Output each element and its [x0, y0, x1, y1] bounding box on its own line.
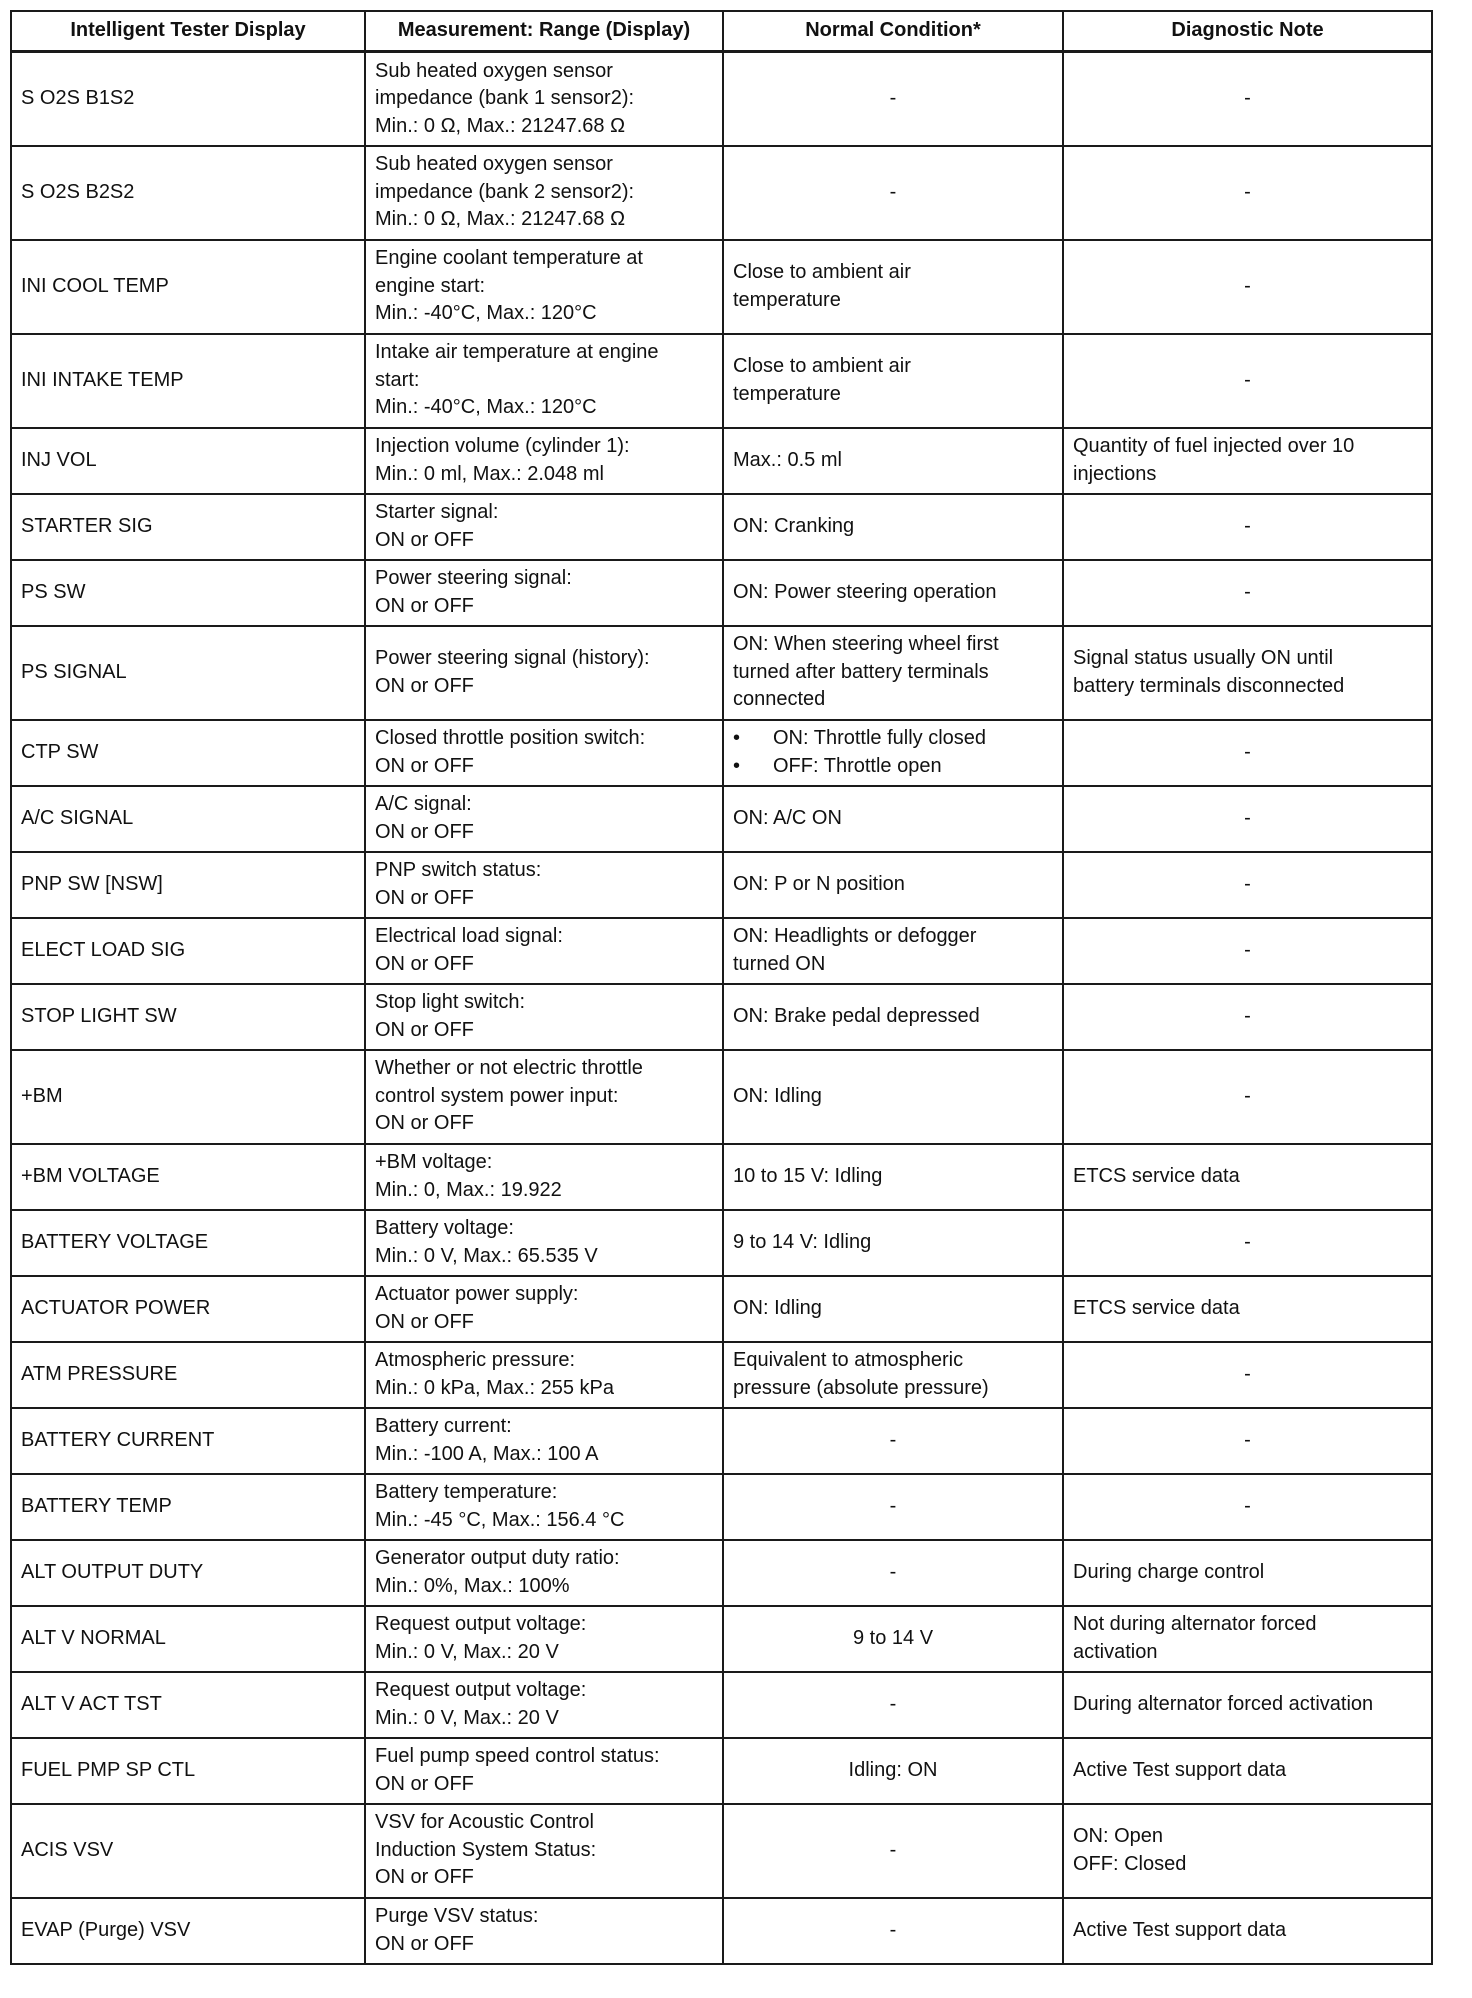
cell-tester-display: ACIS VSV — [11, 1804, 365, 1898]
cell-measurement-range — [365, 984, 723, 1050]
cell-measurement-range — [365, 918, 723, 984]
cell-measurement-range — [365, 52, 723, 146]
cell-diagnostic-note: - — [1063, 720, 1432, 786]
cell-tester-display: FUEL PMP SP CTL — [11, 1738, 365, 1804]
cell-measurement-range — [365, 240, 723, 334]
table-body — [11, 52, 1432, 1964]
table-row — [11, 1276, 1432, 1342]
range-line: Starter signal: — [375, 501, 499, 523]
range-line: Whether or not electric throttle — [375, 1057, 643, 1080]
bullet-icon: • — [733, 727, 741, 749]
range-line: Min.: 0 V, Max.: 65.535 V — [375, 1244, 598, 1267]
range-line: Atmospheric pressure: — [375, 1349, 576, 1371]
range-line: Battery temperature: — [375, 1481, 558, 1503]
note-line: Not during alternator forced — [1073, 1613, 1317, 1635]
table-row — [11, 786, 1432, 852]
table-row — [11, 1408, 1432, 1474]
range-line: Min.: -45 °C, Max.: 156.4 °C — [375, 1508, 625, 1531]
normal-line: connected — [733, 688, 826, 711]
range-line: Min.: -40°C, Max.: 120°C — [375, 396, 597, 419]
range-line: impedance (bank 2 sensor2): — [375, 180, 635, 203]
normal-line: ON: When steering wheel first — [733, 633, 999, 656]
cell-diagnostic-note — [1063, 626, 1432, 720]
cell-normal-condition — [723, 240, 1063, 334]
note-line: ON: Open — [1073, 1825, 1164, 1847]
range-line: Min.: 0 V, Max.: 20 V — [375, 1706, 559, 1729]
range-line: Closed throttle position switch: — [375, 727, 646, 749]
table-row — [11, 240, 1432, 334]
header-intelligent-tester-display: Intelligent Tester Display — [11, 11, 365, 52]
note-line: battery terminals disconnected — [1073, 674, 1345, 697]
cell-tester-display: BATTERY TEMP — [11, 1474, 365, 1540]
cell-tester-display: EVAP (Purge) VSV — [11, 1898, 365, 1964]
range-line: PNP switch status: — [375, 859, 542, 881]
cell-measurement-range — [365, 1474, 723, 1540]
table-row — [11, 918, 1432, 984]
cell-diagnostic-note: - — [1063, 852, 1432, 918]
header-measurement-range: Measurement: Range (Display) — [365, 11, 723, 52]
range-line: ON or OFF — [375, 754, 474, 777]
cell-diagnostic-note: During charge control — [1063, 1540, 1432, 1606]
cell-diagnostic-note: - — [1063, 52, 1432, 146]
cell-normal-condition: - — [723, 1804, 1063, 1898]
table-row — [11, 626, 1432, 720]
cell-normal-condition — [723, 720, 1063, 786]
cell-measurement-range — [365, 1342, 723, 1408]
range-line: VSV for Acoustic Control — [375, 1811, 594, 1834]
cell-normal-condition: ON: Power steering operation — [723, 560, 1063, 626]
cell-tester-display: INI COOL TEMP — [11, 240, 365, 334]
cell-tester-display: ALT V ACT TST — [11, 1672, 365, 1738]
range-line: ON or OFF — [375, 1112, 474, 1135]
cell-diagnostic-note: - — [1063, 1210, 1432, 1276]
range-line: ON or OFF — [375, 820, 474, 843]
table-row — [11, 1738, 1432, 1804]
range-line: Min.: 0 kPa, Max.: 255 kPa — [375, 1376, 614, 1399]
cell-measurement-range — [365, 1210, 723, 1276]
range-line: Min.: 0 Ω, Max.: 21247.68 Ω — [375, 114, 626, 137]
cell-tester-display: STOP LIGHT SW — [11, 984, 365, 1050]
range-line: Min.: -40°C, Max.: 120°C — [375, 302, 597, 325]
cell-diagnostic-note: - — [1063, 1342, 1432, 1408]
cell-tester-display: PS SIGNAL — [11, 626, 365, 720]
bullet-item — [733, 753, 1053, 781]
range-line: Min.: 0 Ω, Max.: 21247.68 Ω — [375, 208, 626, 231]
cell-measurement-range — [365, 1606, 723, 1672]
cell-measurement-range — [365, 146, 723, 240]
cell-normal-condition: 10 to 15 V: Idling — [723, 1144, 1063, 1210]
cell-tester-display: STARTER SIG — [11, 494, 365, 560]
cell-tester-display: ALT OUTPUT DUTY — [11, 1540, 365, 1606]
range-line: Induction System Status: — [375, 1838, 597, 1861]
cell-normal-condition: - — [723, 1474, 1063, 1540]
range-line: Injection volume (cylinder 1): — [375, 435, 630, 457]
range-line: Power steering signal (history): — [375, 647, 650, 669]
cell-measurement-range — [365, 626, 723, 720]
cell-tester-display: S O2S B2S2 — [11, 146, 365, 240]
range-line: ON or OFF — [375, 594, 474, 617]
cell-diagnostic-note — [1063, 1606, 1432, 1672]
cell-measurement-range — [365, 1540, 723, 1606]
cell-diagnostic-note — [1063, 428, 1432, 494]
cell-normal-condition: - — [723, 1898, 1063, 1964]
table-row — [11, 1606, 1432, 1672]
table-row — [11, 494, 1432, 560]
range-line: Generator output duty ratio: — [375, 1547, 620, 1569]
cell-normal-condition: - — [723, 146, 1063, 240]
range-line: ON or OFF — [375, 674, 474, 697]
cell-measurement-range — [365, 1276, 723, 1342]
cell-diagnostic-note: - — [1063, 1474, 1432, 1540]
cell-normal-condition: ON: Idling — [723, 1276, 1063, 1342]
range-line: start: — [375, 368, 420, 391]
cell-measurement-range — [365, 1408, 723, 1474]
cell-normal-condition — [723, 626, 1063, 720]
cell-measurement-range — [365, 1898, 723, 1964]
bullet-item — [733, 725, 1053, 753]
header-normal-condition: Normal Condition* — [723, 11, 1063, 52]
range-line: Sub heated oxygen sensor — [375, 153, 613, 176]
table-row — [11, 720, 1432, 786]
range-line: ON or OFF — [375, 1772, 474, 1795]
cell-measurement-range — [365, 494, 723, 560]
cell-tester-display: PNP SW [NSW] — [11, 852, 365, 918]
range-line: ON or OFF — [375, 1310, 474, 1333]
cell-diagnostic-note — [1063, 1804, 1432, 1898]
cell-diagnostic-note: During alternator forced activation — [1063, 1672, 1432, 1738]
cell-diagnostic-note: Active Test support data — [1063, 1898, 1432, 1964]
range-line: +BM voltage: — [375, 1151, 493, 1173]
cell-normal-condition — [723, 1342, 1063, 1408]
note-line: Quantity of fuel injected over 10 — [1073, 435, 1355, 457]
cell-diagnostic-note: ETCS service data — [1063, 1276, 1432, 1342]
table-row — [11, 334, 1432, 428]
bullet-text: OFF: Throttle open — [773, 754, 942, 777]
cell-normal-condition: 9 to 14 V: Idling — [723, 1210, 1063, 1276]
data-list-table — [10, 10, 1433, 1965]
cell-tester-display: INJ VOL — [11, 428, 365, 494]
cell-tester-display: S O2S B1S2 — [11, 52, 365, 146]
cell-tester-display: +BM — [11, 1050, 365, 1144]
cell-normal-condition: - — [723, 1540, 1063, 1606]
cell-diagnostic-note: - — [1063, 984, 1432, 1050]
table-row — [11, 560, 1432, 626]
range-line: Request output voltage: — [375, 1613, 587, 1635]
cell-normal-condition: - — [723, 1672, 1063, 1738]
cell-measurement-range — [365, 786, 723, 852]
range-line: Battery voltage: — [375, 1217, 514, 1239]
cell-measurement-range — [365, 334, 723, 428]
cell-tester-display: CTP SW — [11, 720, 365, 786]
range-line: Engine coolant temperature at — [375, 247, 643, 270]
range-line: control system power input: — [375, 1084, 619, 1107]
cell-diagnostic-note: - — [1063, 1050, 1432, 1144]
table-row — [11, 146, 1432, 240]
range-line: Min.: -100 A, Max.: 100 A — [375, 1442, 599, 1465]
table-row — [11, 1474, 1432, 1540]
cell-normal-condition: ON: Brake pedal depressed — [723, 984, 1063, 1050]
table-row — [11, 1144, 1432, 1210]
cell-normal-condition: 9 to 14 V — [723, 1606, 1063, 1672]
cell-measurement-range — [365, 1144, 723, 1210]
range-line: Intake air temperature at engine — [375, 341, 659, 364]
cell-measurement-range — [365, 852, 723, 918]
cell-diagnostic-note: ETCS service data — [1063, 1144, 1432, 1210]
cell-measurement-range — [365, 1804, 723, 1898]
cell-normal-condition: ON: Cranking — [723, 494, 1063, 560]
table-row — [11, 428, 1432, 494]
range-line: ON or OFF — [375, 886, 474, 909]
table-row — [11, 852, 1432, 918]
cell-normal-condition: - — [723, 52, 1063, 146]
range-line: Min.: 0 V, Max.: 20 V — [375, 1640, 559, 1663]
cell-measurement-range — [365, 1738, 723, 1804]
normal-line: Equivalent to atmospheric — [733, 1349, 964, 1371]
cell-diagnostic-note: - — [1063, 334, 1432, 428]
cell-tester-display: +BM VOLTAGE — [11, 1144, 365, 1210]
cell-diagnostic-note: - — [1063, 786, 1432, 852]
cell-diagnostic-note: - — [1063, 240, 1432, 334]
normal-line: turned ON — [733, 952, 826, 975]
range-line: Sub heated oxygen sensor — [375, 59, 613, 82]
note-line: OFF: Closed — [1073, 1852, 1187, 1875]
table-row — [11, 1540, 1432, 1606]
bullet-text: ON: Throttle fully closed — [773, 727, 987, 749]
table-row — [11, 1898, 1432, 1964]
range-line: ON or OFF — [375, 952, 474, 975]
cell-measurement-range — [365, 720, 723, 786]
cell-tester-display: BATTERY CURRENT — [11, 1408, 365, 1474]
range-line: Purge VSV status: — [375, 1905, 539, 1927]
cell-diagnostic-note: - — [1063, 918, 1432, 984]
note-line: Signal status usually ON until — [1073, 647, 1334, 669]
range-line: Stop light switch: — [375, 991, 526, 1013]
range-line: Battery current: — [375, 1415, 512, 1437]
normal-line: temperature — [733, 288, 841, 311]
cell-normal-condition — [723, 918, 1063, 984]
cell-diagnostic-note: - — [1063, 1408, 1432, 1474]
note-line: injections — [1073, 462, 1157, 485]
range-line: engine start: — [375, 274, 486, 297]
note-line: activation — [1073, 1640, 1158, 1663]
normal-line: ON: Headlights or defogger — [733, 925, 977, 947]
range-line: Request output voltage: — [375, 1679, 587, 1701]
cell-diagnostic-note: - — [1063, 494, 1432, 560]
range-line: Min.: 0, Max.: 19.922 — [375, 1178, 562, 1201]
cell-normal-condition: ON: A/C ON — [723, 786, 1063, 852]
cell-tester-display: ATM PRESSURE — [11, 1342, 365, 1408]
range-line: ON or OFF — [375, 1866, 474, 1889]
cell-measurement-range — [365, 1672, 723, 1738]
header-diagnostic-note: Diagnostic Note — [1063, 11, 1432, 52]
range-line: Min.: 0 ml, Max.: 2.048 ml — [375, 462, 604, 485]
cell-tester-display: ACTUATOR POWER — [11, 1276, 365, 1342]
cell-normal-condition: Max.: 0.5 ml — [723, 428, 1063, 494]
normal-line: pressure (absolute pressure) — [733, 1376, 989, 1399]
cell-measurement-range — [365, 428, 723, 494]
cell-diagnostic-note: - — [1063, 146, 1432, 240]
cell-normal-condition: Idling: ON — [723, 1738, 1063, 1804]
normal-line: Close to ambient air — [733, 261, 911, 283]
table-row — [11, 1210, 1432, 1276]
bullet-icon: • — [733, 754, 741, 777]
cell-normal-condition: ON: Idling — [723, 1050, 1063, 1144]
cell-diagnostic-note: Active Test support data — [1063, 1738, 1432, 1804]
range-line: Power steering signal: — [375, 567, 572, 589]
cell-normal-condition — [723, 334, 1063, 428]
range-line: Electrical load signal: — [375, 925, 563, 947]
range-line: impedance (bank 1 sensor2): — [375, 87, 635, 109]
normal-line: Close to ambient air — [733, 355, 911, 377]
table-row — [11, 1672, 1432, 1738]
cell-tester-display: A/C SIGNAL — [11, 786, 365, 852]
cell-measurement-range — [365, 560, 723, 626]
range-line: ON or OFF — [375, 1018, 474, 1041]
range-line: ON or OFF — [375, 528, 474, 551]
cell-measurement-range — [365, 1050, 723, 1144]
cell-tester-display: PS SW — [11, 560, 365, 626]
cell-tester-display: BATTERY VOLTAGE — [11, 1210, 365, 1276]
range-line: Actuator power supply: — [375, 1283, 579, 1305]
table-row — [11, 1342, 1432, 1408]
table-header-row — [11, 11, 1432, 52]
table-row — [11, 1050, 1432, 1144]
table-row — [11, 52, 1432, 146]
cell-normal-condition: - — [723, 1408, 1063, 1474]
cell-tester-display: ELECT LOAD SIG — [11, 918, 365, 984]
range-line: Fuel pump speed control status: — [375, 1745, 660, 1767]
range-line: A/C signal: — [375, 793, 472, 815]
table-row — [11, 1804, 1432, 1898]
table-row — [11, 984, 1432, 1050]
normal-line: turned after battery terminals — [733, 660, 989, 683]
cell-normal-condition: ON: P or N position — [723, 852, 1063, 918]
cell-diagnostic-note: - — [1063, 560, 1432, 626]
range-line: Min.: 0%, Max.: 100% — [375, 1574, 570, 1597]
normal-line: temperature — [733, 382, 841, 405]
cell-tester-display: ALT V NORMAL — [11, 1606, 365, 1672]
range-line: ON or OFF — [375, 1932, 474, 1955]
cell-tester-display: INI INTAKE TEMP — [11, 334, 365, 428]
